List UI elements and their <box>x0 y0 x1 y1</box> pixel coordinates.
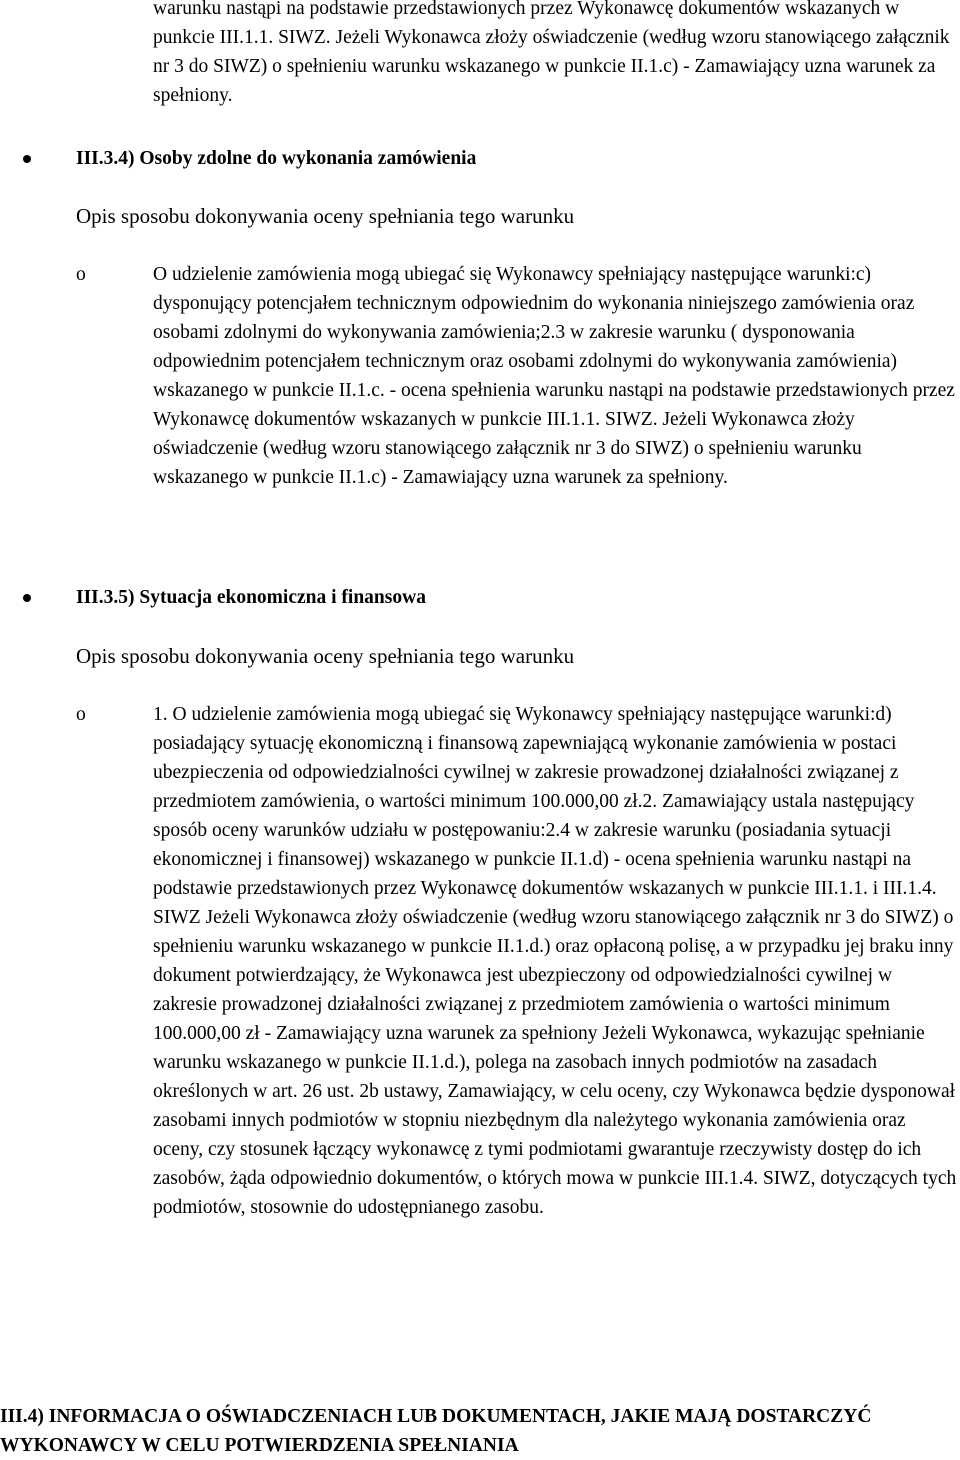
section-body-text: O udzielenie zamówienia mogą ubiegać się Wykonawcy spełniający następujące warunki:c) dysponujący potencjałem technicznym odpowiednim do wykonania niniejszego zamówienia oraz osobami zdolnymi do wykonywania zamówienia;2.3 w zakresie warunku ( dysponowania odpowiednim potencjałem technicznym oraz osobami zdolnymi do wykonywania zamówienia) wskazanego w punkcie II.1.c. - ocena spełnienia warunku nastąpi na podstawie przedstawionych przez Wykonawcę dokumentów wskazanych w punkcie III.1.1. SIWZ. Jeżeli Wykonawca złoży oświadczenie (według wzoru stanowiącego załącznik nr 3 do SIWZ) o spełnieniu warunku wskazanego w punkcie II.1.c) - Zamawiający uzna warunek za spełniony. <box>153 264 955 488</box>
section-title: III.3.5) Sytuacja ekonomiczna i finansowa <box>76 587 426 608</box>
bullet-icon <box>23 594 31 602</box>
sub-list-marker: o <box>76 264 86 285</box>
description-heading: Opis sposobu dokonywania oceny spełniania tego warunku <box>76 644 575 668</box>
footer-heading: III.4) INFORMACJA O OŚWIADCZENIACH LUB DOKUMENTACH, JAKIE MAJĄ DOSTARCZYĆ WYKONAWCY W CELU POTWIERDZENIA SPEŁNIANIA <box>0 1406 872 1456</box>
section-title: III.3.4) Osoby zdolne do wykonania zamówienia <box>76 148 477 169</box>
bullet-icon <box>23 155 31 163</box>
description-heading: Opis sposobu dokonywania oceny spełniania tego warunku <box>76 204 575 228</box>
top-continuation-paragraph: warunku nastąpi na podstawie przedstawionych przez Wykonawcę dokumentów wskazanych w punkcie III.1.1. SIWZ. Jeżeli Wykonawca złoży oświadczenie (według wzoru stanowiącego załącznik nr 3 do SIWZ) o spełnieniu warunku wskazanego w punkcie II.1.c) - Zamawiający uzna warunek za spełniony. <box>153 0 950 106</box>
section-body-text: 1. O udzielenie zamówienia mogą ubiegać się Wykonawcy spełniający następujące warunki:d) posiadający sytuację ekonomiczną i finansową zapewniającą wykonanie zamówienia w postaci ubezpieczenia od odpowiedzialności cywilnej w zakresie prowadzonej działalności związanej z przedmiotem zamówienia, o wartości minimum 100.000,00 zł.2. Zamawiający ustala następujący sposób oceny warunków udziału w postępowaniu:2.4 w zakresie warunku (posiadania sytuacji ekonomicznej i finansowej) wskazanego w punkcie II.1.d) - ocena spełnienia warunku nastąpi na podstawie przedstawionych przez Wykonawcę dokumentów wskazanych w punkcie III.1.1. i III.1.4. SIWZ Jeżeli Wykonawca złoży oświadczenie (według wzoru stanowiącego załącznik nr 3 do SIWZ) o spełnieniu warunku wskazanego w punkcie II.1.d.) oraz opłaconą polisę, a w przypadku jej braku inny dokument potwierdzający, że Wykonawca jest ubezpieczony od odpowiedzialności cywilnej w zakresie prowadzonej działalności związanej z przedmiotem zamówienia o wartości minimum 100.000,00 zł - Zamawiający uzna warunek za spełniony Jeżeli Wykonawca, wykazując spełnianie warunku wskazanego w punkcie II.1.d.), polega na zasobach innych podmiotów na zasadach określonych w art. 26 ust. 2b ustawy, Zamawiający, w celu oceny, czy Wykonawca będzie dysponował zasobami innych podmiotów w stopniu niezbędnym dla należytego wykonania zamówienia oraz oceny, czy stosunek łączący wykonawcę z tymi podmiotami gwarantuje rzeczywisty dostęp do ich zasobów, żąda odpowiednio dokumentów, o których mowa w punkcie III.1.4. SIWZ, dotyczących tych podmiotów, stosownie do udostępnianego zasobu. <box>153 704 957 1218</box>
sub-list-marker: o <box>76 704 86 725</box>
